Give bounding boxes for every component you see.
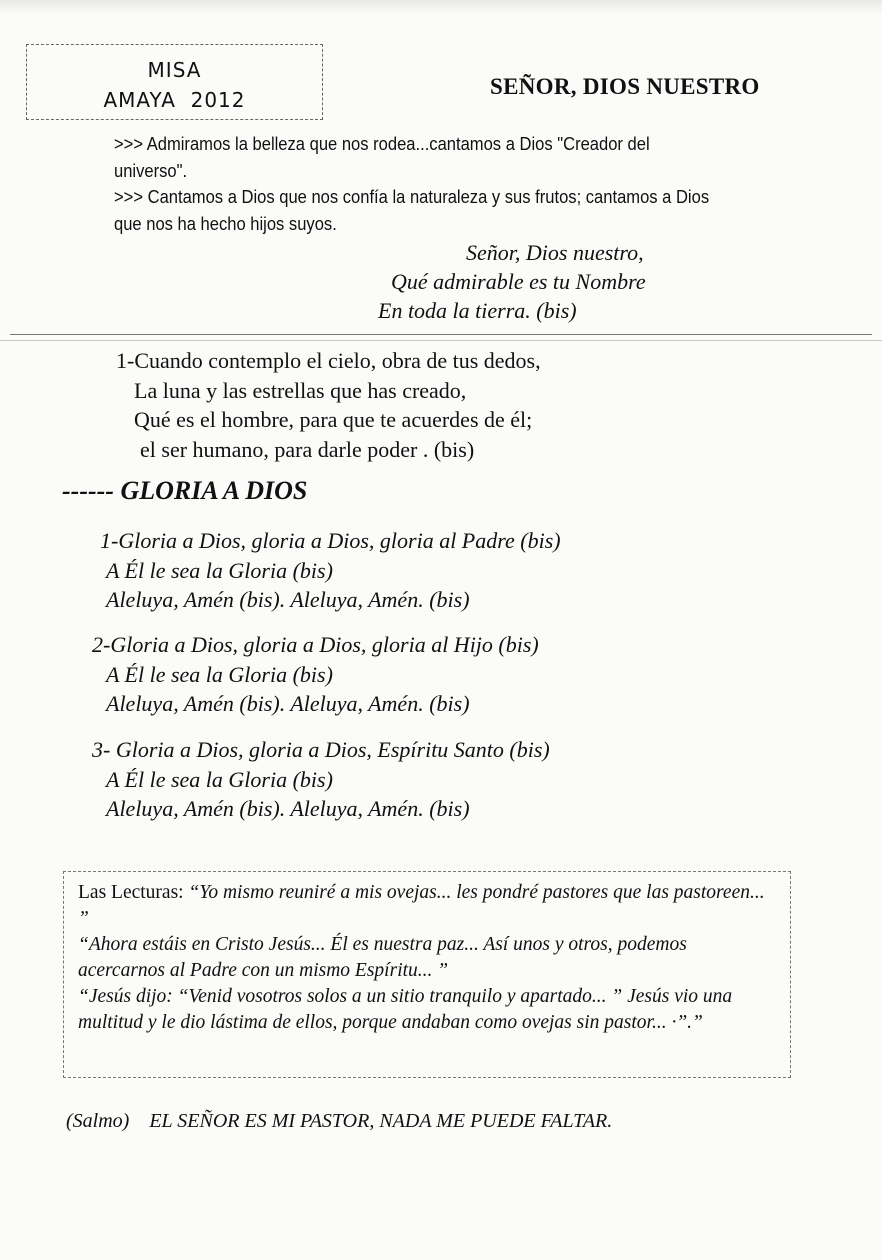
stanza-line: A Él le sea la Gloria (bis) — [106, 766, 333, 792]
verse-line: Qué es el hombre, para que te acuerdes de él; — [134, 407, 533, 432]
song-title: SEÑOR, DIOS NUESTRO — [490, 74, 760, 99]
stanza-line: Aleluya, Amén (bis). Aleluya, Amén. (bis) — [106, 587, 470, 612]
mass-title-box — [26, 44, 323, 120]
divider — [10, 334, 872, 335]
psalm — [66, 1110, 612, 1133]
paper-crease — [0, 340, 882, 341]
readings-label: Las Lecturas: — [78, 882, 184, 903]
stanza-line: Aleluya, Amén (bis). Aleluya, Amén. (bis) — [106, 691, 470, 716]
stanza-line: Aleluya, Amén (bis). Aleluya, Amén. (bis) — [106, 796, 470, 821]
intro-text — [114, 131, 712, 237]
gloria-stanza-3 — [92, 735, 550, 824]
stanza-line: 1-Gloria a Dios, gloria a Dios, gloria al Padre (bis) — [100, 528, 561, 553]
stanza-line: A Él le sea la Gloria (bis) — [106, 661, 333, 687]
verse-line: el ser humano, para darle poder . (bis) — [140, 436, 475, 462]
mass-title: MISA — [147, 58, 202, 82]
gloria-stanza-1 — [100, 526, 561, 615]
page-edge — [0, 0, 882, 14]
psalm-label: (Salmo) — [66, 1110, 130, 1132]
chorus-line: Señor, Dios nuestro, — [466, 240, 644, 265]
stanza-line: 3- Gloria a Dios, gloria a Dios, Espíritu Santo (bis) — [92, 737, 550, 762]
verse-1 — [116, 346, 541, 464]
gloria-stanza-2 — [92, 630, 539, 719]
gospel-reading: “Jesús dijo: “Venid vosotros solos a un sitio tranquilo y apartado... ” Jesús vio una multitud y le dio lástima de ellos, porque andaban como ovejas sin pastor... ·”.” — [78, 986, 733, 1033]
intro-line-2: >>> Cantamos a Dios que nos confía la naturaleza y sus frutos; cantamos a Dios que nos ha hecho hijos suyos. — [114, 187, 710, 234]
verse-line: 1-Cuando contemplo el cielo, obra de tus dedos, — [116, 348, 541, 373]
intro-line-1: >>> Admiramos la belleza que nos rodea...cantamos a Dios "Creador del universo". — [114, 134, 650, 181]
readings-box — [63, 871, 791, 1078]
verse-line: La luna y las estrellas que has creado, — [134, 377, 467, 403]
psalm-response: EL SEÑOR ES MI PASTOR, NADA ME PUEDE FALTAR. — [149, 1110, 613, 1132]
second-reading: “Ahora estáis en Cristo Jesús... Él es nuestra paz... Así unos y otros, podemos acercarnos al Padre con un mismo Espíritu... ” — [78, 934, 687, 981]
stanza-line: 2-Gloria a Dios, gloria a Dios, gloria al Hijo (bis) — [92, 632, 539, 657]
chorus-line: Qué admirable es tu Nombre — [391, 269, 646, 294]
gloria-heading: ------ GLORIA A DIOS — [62, 476, 308, 505]
chorus-line: En toda la tierra. (bis) — [378, 298, 577, 323]
first-reading: “Yo mismo reuniré a mis ovejas... les pondré pastores que las pastoreen... ” — [78, 882, 765, 929]
mass-subtitle: AMAYA 2012 — [103, 88, 246, 112]
stanza-line: A Él le sea la Gloria (bis) — [106, 557, 333, 583]
